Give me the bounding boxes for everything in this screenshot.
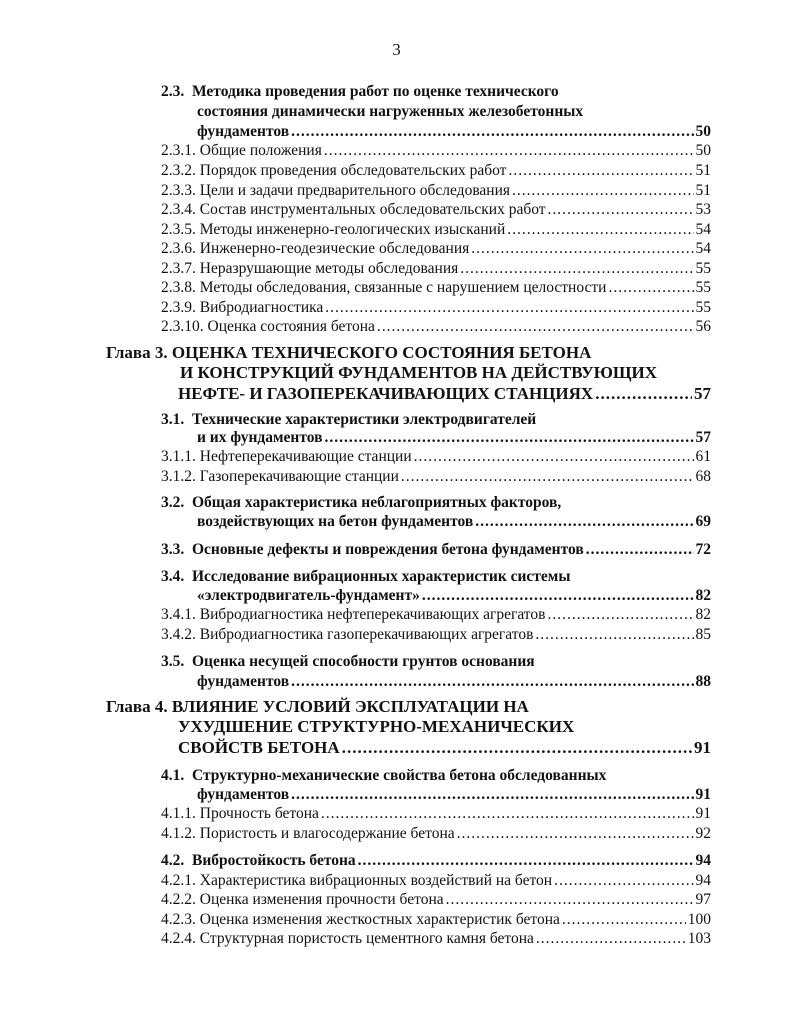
- toc-section-4-2[interactable]: 4.2. Вибростойкость бетона ..... 94: [161, 851, 711, 870]
- toc-section-2-3[interactable]: фундаментов ..... 50: [197, 122, 711, 141]
- toc-section-3-5-line1: 3.5. Оценка несущей способности грунтов основания: [161, 653, 535, 670]
- dot-leader: [548, 200, 694, 219]
- dot-leader: [422, 586, 694, 605]
- toc-item-4-2-1[interactable]: 4.2.1. Характеристика вибрационных воздействий на бетон ..... 94: [161, 871, 711, 890]
- dot-leader: [595, 384, 692, 403]
- dot-leader: [562, 910, 686, 929]
- toc-section-3-1[interactable]: и их фундаментов ..... 57: [197, 428, 711, 447]
- page-number: 3: [392, 40, 401, 59]
- dot-leader: [291, 122, 693, 141]
- dot-leader: [608, 278, 693, 297]
- toc-item-2-3-4[interactable]: 2.3.4. Состав инструментальных обследовательских работ ..... 53: [161, 200, 711, 219]
- toc-section-3-4[interactable]: «электродвигатель-фундамент» ..... 82: [197, 586, 711, 605]
- toc-item-2-3-7[interactable]: 2.3.7. Неразрушающие методы обследования ..... 55: [161, 259, 711, 278]
- dot-leader: [291, 672, 693, 691]
- toc-section-3-1-line1: 3.1. Технические характеристики электродвигателей: [161, 411, 537, 428]
- toc-item-3-1-2[interactable]: 3.1.2. Газоперекачивающие станции ..... 68: [161, 467, 711, 486]
- dot-leader: [554, 871, 693, 890]
- dot-leader: [508, 161, 693, 180]
- toc-section-3-2-line1: 3.2. Общая характеристика неблагоприятных факторов,: [161, 494, 562, 511]
- toc-item-4-1-1[interactable]: 4.1.1. Прочность бетона ..... 91: [161, 804, 711, 823]
- dot-leader: [586, 540, 694, 559]
- toc-section-3-2[interactable]: воздействующих на бетон фундаментов ..... 69: [197, 512, 711, 531]
- toc-section-4-1[interactable]: фундаментов ..... 91: [197, 785, 711, 804]
- dot-leader: [342, 738, 692, 757]
- toc-item-2-3-2[interactable]: 2.3.2. Порядок проведения обследовательских работ ..... 51: [161, 161, 711, 180]
- dot-leader: [358, 851, 694, 870]
- dot-leader: [325, 298, 693, 317]
- toc-section-3-3[interactable]: 3.3. Основные дефекты и повреждения бетона фундаментов ..... 72: [161, 540, 711, 559]
- dot-leader: [536, 929, 686, 948]
- toc-item-2-3-1[interactable]: 2.3.1. Общие положения ..... 50: [161, 141, 711, 160]
- dot-leader: [547, 605, 693, 624]
- toc-item-2-3-5[interactable]: 2.3.5. Методы инженерно-геологических изысканий ..... 54: [161, 220, 711, 239]
- toc-item-4-2-4[interactable]: 4.2.4. Структурная пористость цементного камня бетона ..... 103: [161, 929, 711, 948]
- toc-chapter-4-line1: Глава 4. ВЛИЯНИЕ УСЛОВИЙ ЭКСПЛУАТАЦИИ НА: [106, 697, 529, 716]
- toc-item-4-2-3[interactable]: 4.2.3. Оценка изменения жесткостных характеристик бетона ..... 100: [161, 910, 711, 929]
- page-ref: 50: [695, 123, 711, 140]
- dot-leader: [291, 785, 693, 804]
- toc-section-3-5[interactable]: фундаментов ..... 88: [197, 672, 711, 691]
- dot-leader: [321, 804, 694, 823]
- toc-chapter-3[interactable]: НЕФТЕ- И ГАЗОПЕРЕКАЧИВАЮЩИХ СТАНЦИЯХ ..... 57: [178, 384, 711, 403]
- toc-item-2-3-6[interactable]: 2.3.6. Инженерно-геодезические обследования ..... 54: [161, 239, 711, 258]
- toc-item-2-3-3[interactable]: 2.3.3. Цели и задачи предварительного обследования ..... 51: [161, 181, 711, 200]
- toc-item-2-3-9[interactable]: 2.3.9. Вибродиагностика ..... 55: [161, 298, 711, 317]
- toc-item-3-1-1[interactable]: 3.1.1. Нефтеперекачивающие станции ..... 61: [161, 447, 711, 466]
- toc-item-2-3-10[interactable]: 2.3.10. Оценка состояния бетона ..... 56: [161, 317, 711, 336]
- toc-item-4-2-2[interactable]: 4.2.2. Оценка изменения прочности бетона ..... 97: [161, 890, 711, 909]
- dot-leader: [512, 181, 693, 200]
- toc-item-3-4-2[interactable]: 3.4.2. Вибродиагностика газоперекачивающих агрегатов ..... 85: [161, 625, 711, 644]
- toc-section-2-3-line1: 2.3. Методика проведения работ по оценке технического: [161, 83, 559, 100]
- dot-leader: [401, 467, 694, 486]
- toc-section-4-1-line1: 4.1. Структурно-механические свойства бетона обследованных: [161, 767, 607, 784]
- dot-leader: [414, 447, 694, 466]
- toc-item-2-3-8[interactable]: 2.3.8. Методы обследования, связанные с нарушением целостности ..... 55: [161, 278, 711, 297]
- toc-item-4-1-2[interactable]: 4.1.2. Пористость и влагосодержание бетона ..... 92: [161, 824, 711, 843]
- dot-leader: [460, 259, 693, 278]
- toc-item-3-4-1[interactable]: 3.4.1. Вибродиагностика нефтеперекачивающих агрегатов ..... 82: [161, 605, 711, 624]
- dot-leader: [507, 220, 693, 239]
- toc-chapter-4-line2: УХУДШЕНИЕ СТРУКТУРНО-МЕХАНИЧЕСКИХ: [178, 717, 575, 736]
- toc-section-2-3-line2: состояния динамически нагруженных железобетонных: [197, 103, 584, 120]
- dot-leader: [471, 239, 693, 258]
- dot-leader: [446, 890, 694, 909]
- toc-chapter-3-line1: Глава 3. ОЦЕНКА ТЕХНИЧЕСКОГО СОСТОЯНИЯ БЕТОНА: [106, 343, 592, 362]
- toc-section-3-4-line1: 3.4. Исследование вибрационных характеристик системы: [161, 568, 571, 585]
- dot-leader: [324, 428, 693, 447]
- dot-leader: [324, 141, 694, 160]
- dot-leader: [475, 512, 693, 531]
- dot-leader: [535, 625, 693, 644]
- dot-leader: [377, 317, 694, 336]
- toc-chapter-3-line2: И КОНСТРУКЦИЙ ФУНДАМЕНТОВ НА ДЕЙСТВУЮЩИХ: [180, 363, 658, 382]
- dot-leader: [457, 824, 694, 843]
- toc-chapter-4[interactable]: СВОЙСТВ БЕТОНА ..... 91: [178, 738, 711, 757]
